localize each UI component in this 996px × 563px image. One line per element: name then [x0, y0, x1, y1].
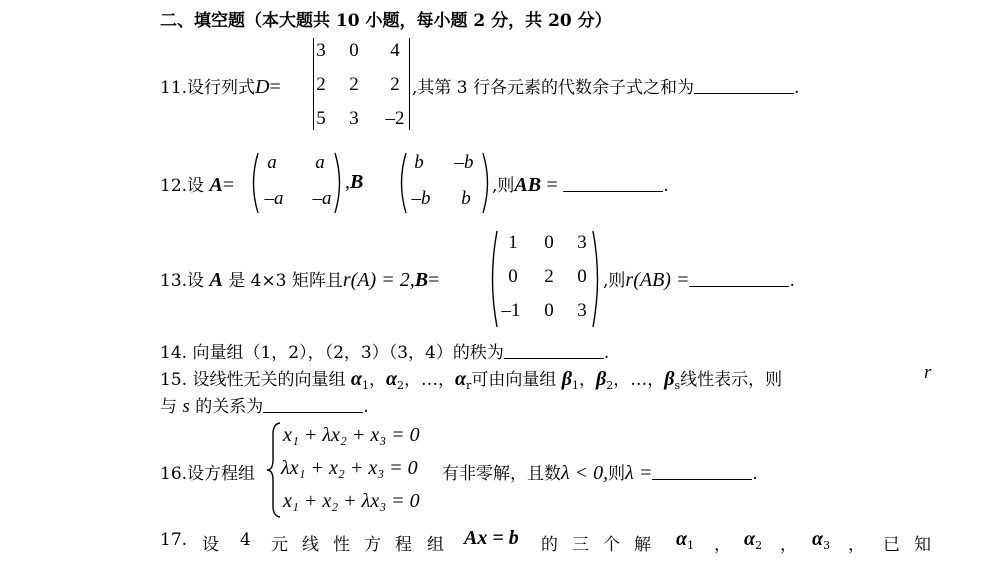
answer-blank: [563, 175, 663, 192]
det-cell: 4: [390, 40, 400, 61]
alpha-symbol: α: [812, 528, 824, 550]
q17-char: 已: [883, 535, 900, 555]
matrix-A-cell: a: [315, 152, 325, 173]
equation-row: λx₁ + x₂ + x₃ = 0: [281, 457, 418, 479]
alpha-symbol: α: [676, 528, 688, 550]
q17-char: 线: [302, 535, 319, 555]
equation-row: x₁ + λx₂ + x₃ = 0: [283, 424, 420, 446]
q11-lhs: D: [255, 76, 270, 98]
beta-symbol: β: [561, 368, 573, 390]
det-cell: 0: [349, 40, 359, 61]
matrix-B-cell: –b: [411, 188, 431, 209]
q17-char: 设: [202, 535, 219, 555]
subscript: s: [674, 379, 681, 392]
q16-end: .: [752, 464, 758, 484]
matrix-B-cell: 3: [577, 300, 587, 321]
matrix-A-cell: –a: [264, 188, 284, 209]
q11-post: ,其第 3 行各元素的代数余子式之和为: [412, 78, 695, 98]
subscript: 1: [572, 379, 580, 392]
matrix-B-cell: 0: [544, 300, 554, 321]
matrix-A-name: A: [209, 269, 223, 291]
q17-char: 的: [541, 535, 558, 555]
matrix-A-cell: a: [267, 152, 277, 173]
q16-number: 16.: [160, 464, 188, 484]
matrix-B-name: B: [414, 269, 429, 291]
separator: ，: [848, 535, 865, 555]
q13-end: .: [789, 271, 795, 291]
q12-post2: =: [546, 174, 558, 196]
q15-end: .: [363, 397, 369, 417]
q12-end: .: [663, 176, 669, 196]
q13-eq: =: [428, 269, 440, 291]
q11-eq: =: [269, 76, 281, 98]
subscript: 3: [823, 539, 831, 552]
q13-post1: ,则: [603, 271, 626, 291]
q11-number: 11.: [160, 78, 188, 98]
q15-mid: 可由向量组: [471, 370, 557, 390]
q14-end: .: [603, 343, 610, 363]
ellipsis: …: [630, 370, 648, 390]
matrix-B-cell: –1: [501, 300, 521, 321]
matrix-B-cell: 0: [577, 266, 587, 287]
matrix-A-name: A: [209, 174, 223, 196]
q17-char: 17.: [160, 530, 188, 550]
det-cell: 2: [349, 74, 359, 95]
subscript: 2: [755, 539, 763, 552]
separator: ，: [780, 535, 797, 555]
lambda-condition: λ < 0,: [561, 462, 609, 484]
var-r: r: [924, 362, 932, 383]
subscript: r: [466, 379, 472, 392]
separator: ，: [368, 370, 386, 390]
q17-char: 4: [240, 530, 251, 550]
q13-pre1: 设: [187, 271, 205, 291]
separator: ，: [438, 370, 456, 390]
det-cell: –2: [385, 108, 405, 129]
rank-AB-expr: r(AB) =: [625, 269, 690, 291]
q17-char: 方: [364, 535, 381, 555]
separator: ，: [647, 370, 665, 390]
subscript: 1: [687, 539, 695, 552]
q17-char: 知: [914, 535, 931, 555]
answer-blank: [689, 270, 789, 287]
alpha-symbol: α: [744, 528, 756, 550]
separator: ，: [404, 370, 422, 390]
q12-post1: ,则: [492, 176, 515, 196]
q13-number: 13.: [160, 271, 188, 291]
q17-equation: Ax = b: [464, 527, 519, 549]
det-cell: 3: [349, 108, 359, 129]
answer-blank: [694, 77, 794, 94]
lambda-eq: λ =: [625, 462, 653, 484]
matrix-B-name: B: [350, 171, 364, 193]
det-cell: 5: [316, 108, 326, 129]
q14-text: 14. 向量组（1，2），（2，3）（3，4）的秩为: [160, 343, 504, 363]
det-cell: 2: [390, 74, 400, 95]
det-cell: 2: [316, 74, 326, 95]
q17-char: 三: [572, 535, 589, 555]
subscript: 2: [606, 379, 614, 392]
matrix-B-cell: 1: [508, 232, 518, 253]
q15-line2-a: 与: [160, 397, 177, 417]
q11-pre: 设行列式: [187, 78, 256, 98]
q15-line1-a: 15. 设线性无关的向量组: [160, 370, 346, 390]
matrix-B-cell: 0: [508, 266, 518, 287]
matrix-B-cell: b: [461, 188, 471, 209]
alpha-symbol: α: [350, 368, 362, 390]
subscript: 2: [397, 379, 405, 392]
beta-symbol: β: [596, 368, 607, 390]
separator: ，: [579, 370, 597, 390]
beta-symbol: β: [664, 368, 675, 390]
ellipsis: …: [421, 370, 439, 390]
q13-pre2: 是 4×3 矩阵且: [228, 271, 343, 291]
det-cell: 3: [316, 40, 326, 61]
q12-eq: =: [222, 174, 235, 196]
q17-char: 解: [634, 535, 651, 555]
matrix-B-cell: 0: [544, 232, 554, 253]
q17-char: 个: [603, 535, 620, 555]
question-14: [160, 338, 609, 363]
matrix-B-cell: 3: [577, 232, 587, 253]
product-AB: AB: [514, 174, 542, 196]
q12-comma: ,: [345, 171, 350, 193]
subscript: 1: [361, 379, 369, 392]
q12-pre: 设: [187, 176, 205, 196]
separator: ，: [613, 370, 631, 390]
q15-line1-b: 线性表示，则: [680, 370, 783, 390]
q17-char: 组: [427, 535, 444, 555]
alpha-symbol: α: [385, 368, 398, 390]
left-brace: [266, 422, 282, 518]
var-s: s: [182, 396, 190, 417]
separator: ，: [714, 535, 731, 555]
answer-blank: [652, 463, 752, 480]
q16-post1: 有非零解，且数: [442, 464, 561, 484]
answer-blank: [263, 396, 363, 413]
q16-post2: 则: [608, 464, 626, 484]
q17-char: 性: [333, 535, 350, 555]
q16-pre: 设方程组: [187, 464, 256, 484]
matrix-B-cell: –b: [454, 152, 474, 173]
q15-line2-b: 的关系为: [195, 397, 264, 417]
matrix-A-cell: –a: [312, 188, 332, 209]
q11-end: .: [794, 78, 800, 98]
alpha-symbol: α: [455, 368, 467, 390]
answer-blank: [504, 342, 604, 359]
rank-A-expr: r(A) = 2,: [342, 269, 415, 291]
matrix-B-cell: b: [414, 152, 424, 173]
q17-char: 程: [395, 535, 412, 555]
q12-number: 12.: [160, 176, 188, 196]
section-heading: 二、填空题（本大题共 10 小题，每小题 2 分，共 20 分）: [160, 11, 612, 31]
q17-char: 元: [271, 535, 288, 555]
matrix-B-cell: 2: [544, 266, 554, 287]
equation-row: x₁ + x₂ + λx₃ = 0: [283, 490, 420, 512]
